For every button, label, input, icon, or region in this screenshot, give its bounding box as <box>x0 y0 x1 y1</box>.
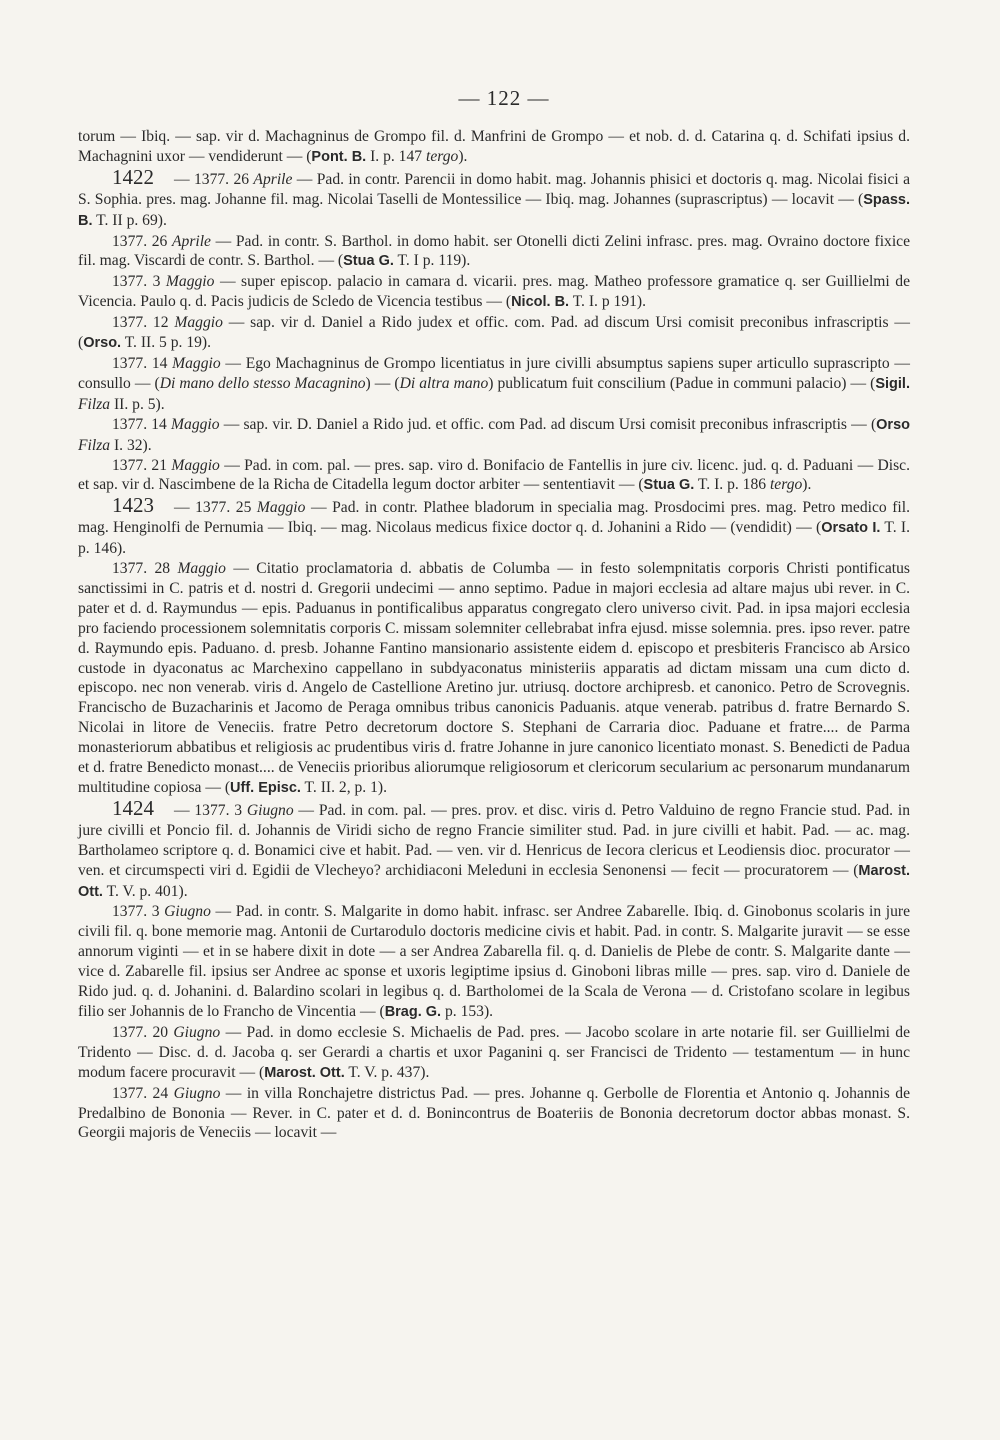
document-body <box>78 127 910 1143</box>
italic-text: Maggio <box>256 499 306 517</box>
entry-number: 1424 <box>112 795 154 820</box>
italic-text: Giugno <box>173 1084 221 1102</box>
entry-paragraph <box>78 415 910 456</box>
text-segment: I. p. 147 <box>366 147 426 165</box>
entry-paragraph <box>78 1023 910 1084</box>
entry-paragraph <box>78 272 910 313</box>
text-segment: T. II. 2, p. 1). <box>300 779 387 796</box>
text-segment: — Pad. in contr. S. Barthol. in domo habit. ser Otonelli dicti Zelini infrasc. pres. mag. Ovraino doctore fixice fil. mag. Viscardi de contr. S. Barthol. — ( <box>78 232 910 270</box>
text-segment: T. V. p. 437). <box>344 1063 430 1081</box>
text-segment: 1377. 14 <box>112 354 173 372</box>
italic-text: Maggio <box>171 415 220 433</box>
text-segment: — Pad. in com. pal. — pres. prov. et disc. viris d. Petro Valduino de regno Francie stud. Pad. in jure civilli et Poncio fil. d. Johannis de Viridi sicho de regno Francie similiter stud. Pad. in jure civilli et habit. Pad. — ac. mag. Bartholameo scriptore q. d. Bonamici cive et habit. Pad. — ven. vir d. Henricus de Iecora clericus et Leodiensis dioc. procurator — ven. et circumspecti viri d. Egidii de Vlecheyo? archidiaconi Meleduni in ecclesia Senonensi — fecit — procuratorem — ( <box>78 801 911 879</box>
entry-paragraph <box>78 313 910 354</box>
entry-paragraph <box>78 1084 910 1144</box>
text-segment: T. II p. 69). <box>92 211 167 229</box>
italic-text: Maggio <box>177 560 226 578</box>
text-segment: T. II. 5 p. 19). <box>121 334 212 352</box>
text-segment: — super episcop. palacio in camara d. vicarii. pres. mag. Matheo professore gramatice q. ser Guillielmi de Vicencia. Paulo q. d. Pacis judicis de Scledo de Vicencia testibus — ( <box>78 273 910 311</box>
text-segment: T. I. p 191). <box>569 293 647 311</box>
text-segment: T. V. p. 401). <box>102 882 188 900</box>
text-segment: — sap. vir d. Daniel a Rido judex et offic. com. Pad. ad discum Ursi comisit preconibus infrascriptis — ( <box>78 314 910 352</box>
text-segment: T. I. p. 146). <box>78 519 911 558</box>
italic-text: Aprile <box>172 232 211 250</box>
archive-reference: Uff. Episc. <box>230 780 301 796</box>
entry-paragraph <box>78 559 910 799</box>
text-segment: — Pad. in com. pal. — pres. sap. viro d. Bonifacio de Fantellis in jure civ. licenc. jud. q. d. Paduani — Disc. et sap. vir d. Nascimbene de la Richa de Citadella legum doctor arbiter — sententiavit — ( <box>78 456 910 494</box>
text-segment: — Ego Machagninus de Grompo licentiatus in jure civilli absumptus sapiens super articullo suprascripto — consullo — ( <box>78 354 910 392</box>
archive-reference: Marost. Ott. <box>264 1064 345 1081</box>
text-segment: — Pad. in contr. Plathee bladorum in specialia mag. Prosdocimi pres. mag. Petro medico fil. mag. Henginolfi de Pernumia — Ibiq. — mag. Nicolaus medicus fixice doctor q. d. Johanini a Rido — (vendidit) — ( <box>78 499 910 537</box>
archive-reference: Sigil. <box>875 375 910 392</box>
text-segment: 1377. 3 <box>112 273 166 291</box>
text-segment: 1377. 14 <box>112 415 172 433</box>
archive-reference: Brag. G. <box>384 1003 442 1020</box>
archive-reference: Spass. B. <box>78 191 910 229</box>
italic-text: Maggio <box>171 456 220 474</box>
numbered-entry <box>78 493 911 559</box>
archive-reference: Stua G. <box>643 477 695 494</box>
entry-paragraph <box>78 354 910 415</box>
archive-reference: Orso <box>876 416 910 433</box>
entry-number: 1423 <box>112 493 154 518</box>
archive-reference: Nicol. B. <box>511 294 570 311</box>
italic-text: tergo <box>425 147 459 165</box>
numbered-entry <box>78 795 911 903</box>
italic-text: Maggio <box>165 273 215 291</box>
entry-paragraph <box>78 127 910 168</box>
italic-text: tergo <box>769 476 803 494</box>
italic-text: Filza <box>78 395 111 413</box>
text-segment: ). <box>458 147 468 165</box>
text-segment: T. I. p. 186 <box>694 476 770 494</box>
text-segment: — Pad. in domo ecclesie S. Michaelis de Pad. pres. — Jacobo scolare in arte notarie fil. ser Guillielmi de Tridento — Disc. d. d. Jacoba q. ser Gerardi a chartis et uxor Paganini q. ser Francisci de Tridento — testamentum — in hunc modum facere procuravit — ( <box>78 1023 910 1081</box>
archive-reference: Pont. B. <box>311 148 367 165</box>
archive-reference: Orsato I. <box>821 520 881 537</box>
archive-reference: Stua G. <box>343 253 394 270</box>
text-segment: — Citatio proclamatoria d. abbatis de Columba — in festo solempnitatis corporis Christi pontificatus sanctissimi in C. patris et d. nostri d. Gregorii undecimi — anno septimo. Padue in majori ecclesia ad altare majus ubi rever. in C. pater et d. d. Raymundus — epis. Paduanus in pontificalibus apparatus congregato clero universo civit. Pad. in ipsa majori ecclesia pro faciendo processionem solemnitatis corporis C. missam solemniter cellebrabat infra ejusd. misse solemnia. pres. ipso rever. patre d. Raymundo epis. Paduano. d. presb. Johanne Fantino mansionario assistente eidem d. episcopo et presbiteris Francisco ab Arsico custode in dyaconatus ac Marchexino cappellano in subdyaconatus ministeriis apparatis ad dictam missam una cum dicto d. episcopo. nec non venerab. viris d. Angelo de Castellione Aretino jur. utriusq. doctore archipresb. et canonico. Petro de Scrovegnis. Francischo de Buzacharinis et Jacomo de Peraga omnibus tribus canonicis Paduanis. atque venerab. patribus d. fratre Bernardo S. Nicolai in litore de Veneciis. fratre Petro decretorum doctore S. Stephani de Carraria dioc. Paduane et fratre.... de Parma monasteriorum abbatibus et religiosis ac prudentibus viris d. fratre Johanne in jure canonico licentiato monast. S. Benedicti de Padua et d. fratre Benedicto monast.... de Veneciis prioribus aliorumque religiosorum et clericorum secularium ac personarum mundanarum multitudine copiosa — ( <box>78 560 910 796</box>
text-segment: 1377. 21 <box>112 456 172 474</box>
italic-text: Di mano dello stesso Macagnino <box>159 374 366 392</box>
italic-text: Giugno <box>164 903 211 921</box>
text-segment: — sap. vir. D. Daniel a Rido jud. et offic. com Pad. ad discum Ursi comisit preconibus infrascriptis — ( <box>219 415 877 433</box>
italic-text: Maggio <box>172 354 221 372</box>
text-segment: — 1377. 26 <box>174 170 254 188</box>
text-segment: p. 153). <box>441 1002 494 1020</box>
text-segment: 1377. 3 <box>112 903 165 921</box>
text-segment: ). <box>802 476 812 494</box>
italic-text: Di altra mano <box>399 374 489 392</box>
text-segment: — Pad. in contr. S. Malgarite in domo habit. infrasc. ser Andree Zabarelle. Ibiq. d. Ginobonus scolaris in jure civili fil. q. bone memorie mag. Antonii de Curtarodulo doctoris medicine civis et habit. Pad. in contr. S. Malgarite juravit — se esse annorum viginti — et in se habere dixit in dote — a ser Andrea Zabarella fil. q. d. Danielis de Plebe de contr. S. Malgarite dante — vice d. Zabarelle fil. ipsius ser Andree ac sponse et uxoris legiptime ipsius d. Ginoboni libras mille — pres. sap. viro d. Daniele de Rido jud. q. d. Johanini. d. Balardino scolari in legibus q. d. Bartholomei de la Scala de Verona — d. Cristofano scolare in legibus filio ser Johannis de lo Francho de Vincentia — ( <box>78 903 910 1020</box>
text-segment: — 1377. 25 <box>174 499 257 517</box>
text-segment: 1377. 26 <box>112 232 172 250</box>
italic-text: Giugno <box>246 801 294 819</box>
numbered-entry <box>78 164 911 232</box>
text-segment: T. I p. 119). <box>393 252 471 270</box>
italic-text: Filza <box>78 436 111 454</box>
text-segment: I. 32). <box>110 436 152 454</box>
entry-number: 1422 <box>112 164 154 189</box>
text-segment: 1377. 28 <box>112 560 178 578</box>
text-segment: 1377. 12 <box>112 314 175 332</box>
entry-paragraph <box>78 456 910 497</box>
archive-reference: Orso. <box>83 335 122 352</box>
italic-text: Giugno <box>173 1023 221 1041</box>
entry-paragraph <box>78 232 910 273</box>
italic-text: Maggio <box>174 314 223 332</box>
archive-reference: Marost. Ott. <box>78 862 910 900</box>
page-number: — 122 — <box>458 86 550 110</box>
text-segment: — in villa Ronchajetre districtus Pad. — pres. Johanne q. Gerbolle de Florentia et Antonio q. Johannis de Predalbino de Bononia — Rever. in C. pater et d. d. Bonincontrus de Boateriis de Bononia decretorum doctor abbas monast. S. Georgii majoris de Veneciis — locavit — <box>78 1084 910 1142</box>
text-segment: torum — Ibiq. — sap. vir d. Machagninus de Grompo fil. d. Manfrini de Grompo — et nob. d. d. Catarina q. d. Schifati ipsius d. Machagnini uxor — vendiderunt — ( <box>78 128 910 165</box>
text-segment: ) — ( <box>365 374 400 392</box>
text-segment: 1377. 24 <box>112 1084 174 1102</box>
text-segment: 1377. 20 <box>112 1023 174 1041</box>
text-segment: — Pad. in contr. Parencii in domo habit. mag. Johannis phisici et doctoris q. mag. Nicolai fisici a S. Sophia. pres. mag. Johanne fil. mag. Nicolai Taselli de Montessilice — Ibiq. mag. Johannes (suprascriptus) — locavit — ( <box>78 170 911 208</box>
text-segment: ) publicatum fuit conscilium (Padue in communi palacio) — ( <box>488 374 876 392</box>
text-segment: II. p. 5). <box>110 395 165 413</box>
entry-paragraph <box>78 902 910 1022</box>
italic-text: Aprile <box>253 170 293 188</box>
text-segment: — 1377. 3 <box>174 801 247 819</box>
